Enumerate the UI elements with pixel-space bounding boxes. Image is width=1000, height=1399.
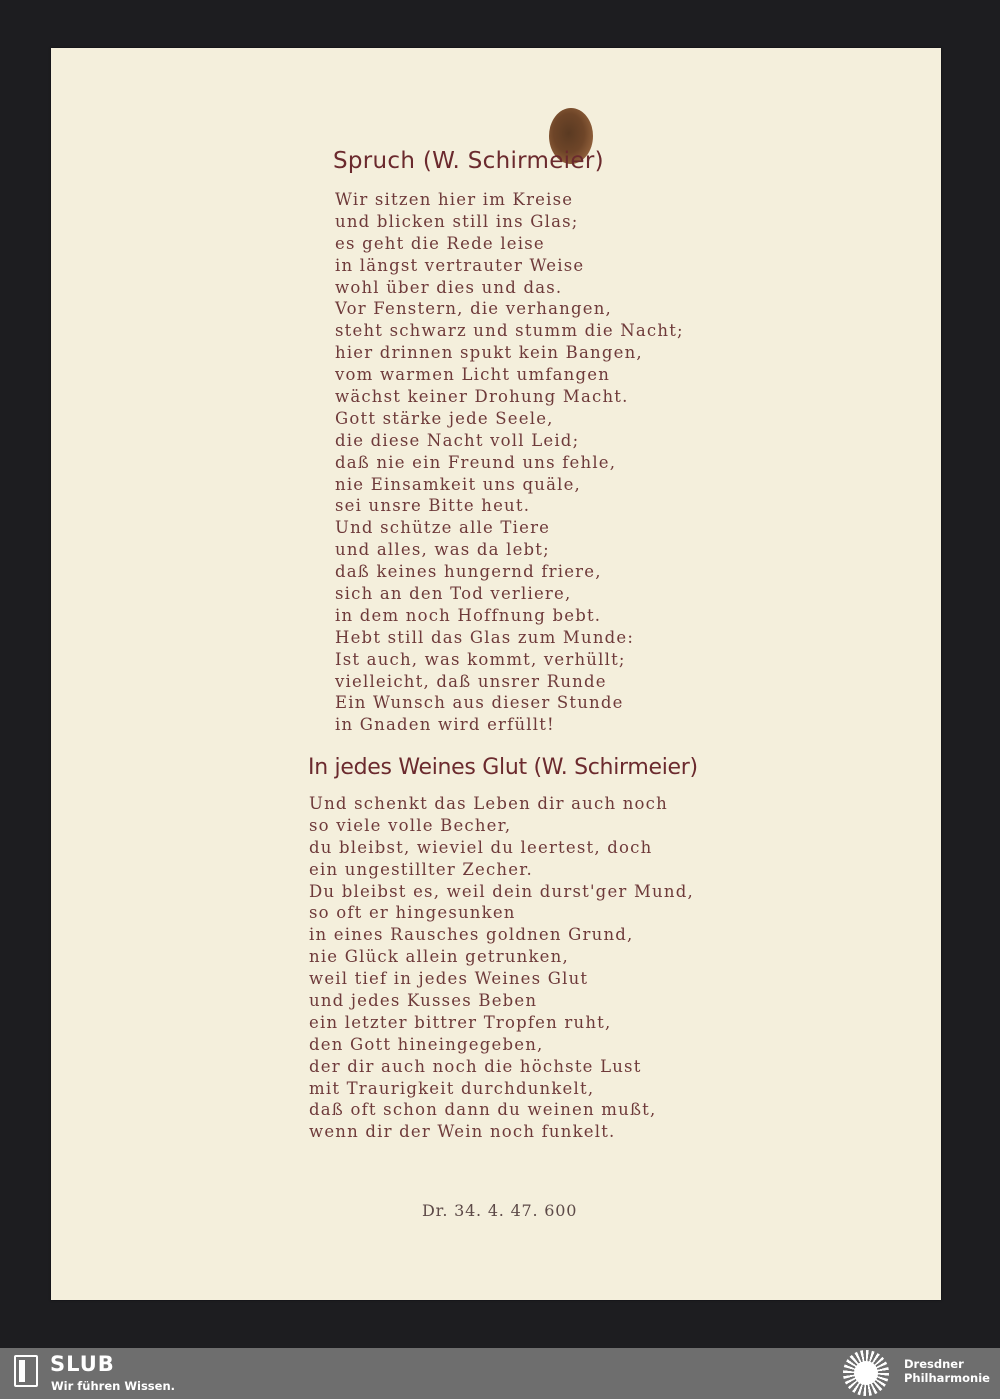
- poem-line: wenn dir der Wein noch funkelt.: [309, 1122, 616, 1142]
- poem-line: daß nie ein Freund uns fehle,: [335, 452, 617, 472]
- poem-line: weil tief in jedes Weines Glut: [309, 969, 589, 989]
- poem-line: steht schwarz und stumm die Nacht;: [335, 321, 684, 341]
- poem-spruch: [335, 189, 684, 736]
- philharmonie-logo-icon: [843, 1350, 889, 1396]
- poem-line: Wir sitzen hier im Kreise: [335, 190, 574, 209]
- poem-line: in dem noch Hoffnung bebt.: [335, 605, 602, 625]
- poem-line: in Gnaden wird erfüllt!: [335, 715, 555, 735]
- poem-line: und blicken still ins Glas;: [335, 211, 579, 231]
- poem-line: ein letzter bittrer Tropfen ruht,: [309, 1012, 612, 1032]
- poem-line: so oft er hingesunken: [309, 903, 516, 923]
- poem-line: Hebt still das Glas zum Munde:: [335, 627, 635, 647]
- poem-line: die diese Nacht voll Leid;: [335, 430, 580, 450]
- poem-line: du bleibst, wieviel du leertest, doch: [309, 837, 653, 857]
- poem-line: Gott stärke jede Seele,: [335, 408, 554, 428]
- philharmonie-name-line1: Dresdner: [904, 1357, 964, 1371]
- poem-line: und jedes Kusses Beben: [309, 991, 538, 1011]
- poem-line: sich an den Tod verliere,: [335, 584, 572, 604]
- poem-line: mit Traurigkeit durchdunkelt,: [309, 1078, 595, 1098]
- poem-line: Ist auch, was kommt, verhüllt;: [335, 649, 626, 669]
- footer-bar: [0, 1348, 1000, 1399]
- document-card: [51, 48, 941, 1300]
- poem-line: und alles, was da lebt;: [335, 540, 550, 560]
- poem-line: hier drinnen spukt kein Bangen,: [335, 343, 643, 363]
- poem-line: vom warmen Licht umfangen: [335, 365, 611, 385]
- poem-line: der dir auch noch die höchste Lust: [309, 1056, 642, 1076]
- poem-line: Und schütze alle Tiere: [335, 518, 551, 538]
- slub-logo-icon: [14, 1355, 38, 1387]
- slub-name: SLUB: [50, 1352, 115, 1376]
- poem-line: Vor Fenstern, die verhangen,: [335, 299, 612, 319]
- poem-line: Ein Wunsch aus dieser Stunde: [335, 693, 624, 713]
- poem-line: so viele volle Becher,: [309, 815, 512, 835]
- poem-line: sei unsre Bitte heut.: [335, 496, 531, 516]
- poem-title-spruch: Spruch (W. Schirmeier): [333, 148, 604, 174]
- poem-line: ein ungestillter Zecher.: [309, 859, 533, 879]
- philharmonie-name: [904, 1357, 990, 1385]
- poem-line: nie Einsamkeit uns quäle,: [335, 474, 582, 494]
- poem-line: in längst vertrauter Weise: [335, 255, 585, 275]
- poem-line: Du bleibst es, weil dein durst'ger Mund,: [309, 881, 694, 901]
- poem-line: in eines Rausches goldnen Grund,: [309, 925, 634, 945]
- poem-line: wohl über dies und das.: [335, 277, 563, 297]
- poem-line: vielleicht, daß unsrer Runde: [335, 671, 607, 691]
- poem-line: den Gott hineingegeben,: [309, 1034, 544, 1054]
- poem-line: es geht die Rede leise: [335, 233, 545, 253]
- philharmonie-name-line2: Philharmonie: [904, 1371, 990, 1385]
- print-imprint: Dr. 34. 4. 47. 600: [422, 1201, 578, 1220]
- poem-line: wächst keiner Drohung Macht.: [335, 387, 629, 407]
- poem-line: daß oft schon dann du weinen mußt,: [309, 1100, 657, 1120]
- poem-line: Und schenkt das Leben dir auch noch: [309, 794, 668, 813]
- poem-line: daß keines hungernd friere,: [335, 562, 602, 582]
- slub-tagline: Wir führen Wissen.: [51, 1379, 176, 1393]
- poem-title-weines-glut: In jedes Weines Glut (W. Schirmeier): [308, 755, 698, 780]
- poem-line: nie Glück allein getrunken,: [309, 947, 569, 967]
- poem-weines-glut: [309, 793, 694, 1143]
